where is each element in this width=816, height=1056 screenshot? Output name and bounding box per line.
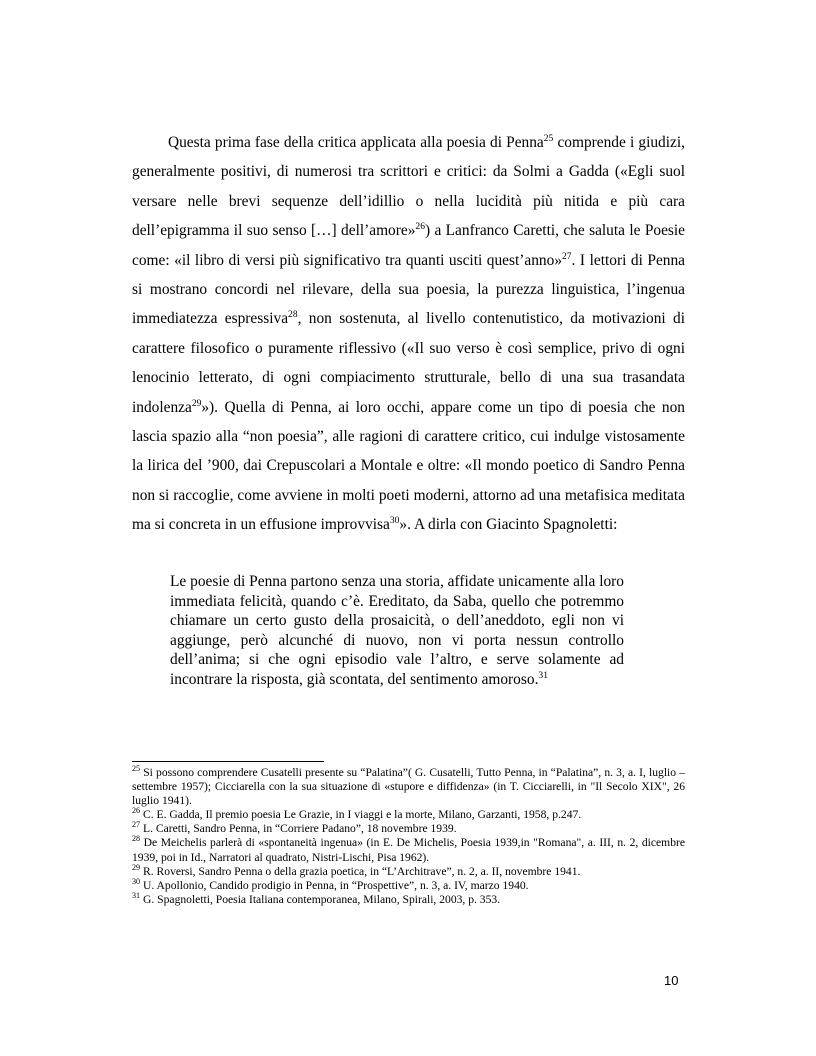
- footnote-ref: 25: [543, 132, 554, 144]
- footnote-text: Si possono comprendere Cusatelli presente su “Palatina”( G. Cusatelli, Tutto Penna, in “Palatina”, n. 3, a. I, luglio – settembre 1957); Cicciarella con la sua situazione di «stupore e diffidenza» (in T. Cicciarelli, in "Il Secolo XIX", 26 luglio 1941).: [132, 766, 685, 808]
- paragraph-segment: . I lettori di Penna si mostrano concordi nel rilevare, della sua poesia, la purezza linguistica, l’ingenua immediatezza espressiva: [132, 251, 685, 328]
- quote-text: Le poesie di Penna partono senza una storia, affidate unicamente alla loro immediata felicità, quando c’è. Ereditato, da Saba, quello che potremmo chiamare un certo gusto della prosaicità, o dell’aneddoto, egli non vi aggiunge, però alcunché di nuovo, non vi porta nessun controllo dell’anima; si che ogni episodio vale l’altro, e serve solamente ad incontrare la risposta, già scontata, del sentimento amoroso.: [170, 573, 624, 688]
- footnote-text: R. Roversi, Sandro Penna o della grazia poetica, in “L’Architrave”, n. 2, a. II, novembre 1941.: [140, 864, 581, 878]
- footnote-text: De Meichelis parlerà di «spontaneità ingenua» (in E. De Michelis, Poesia 1939,in "Romana", a. III, n. 2, dicembre 1939, poi in Id., Narratori al quadrato, Nistri-Lischi, Pisa 1962).: [132, 836, 685, 864]
- footnote-number: 31: [132, 890, 141, 900]
- footnote-number: 30: [132, 876, 141, 886]
- footnote-ref: 31: [538, 669, 548, 681]
- footnote-number: 26: [132, 806, 141, 816]
- footnote-number: 28: [132, 834, 141, 844]
- footnote-text: C. E. Gadda, Il premio poesia Le Grazie, in I viaggi e la morte, Milano, Garzanti, 1958, p.247.: [140, 808, 582, 822]
- paragraph-segment: »). Quella di Penna, ai loro occhi, appare come un tipo di poesia che non lascia spazio alla “non poesia”, alle ragioni di carattere critico, cui indulge vistosamente la lirica del ’900, dai Crepuscolari a Montale e oltre: «Il mondo poetico di Sandro Penna non si raccoglie, come avviene in molti poeti moderni, attorno ad una metafisica meditata ma si concreta in un effusione improvvisa: [132, 398, 685, 534]
- footnote-ref: 26: [415, 221, 425, 233]
- footnote-number: 27: [132, 820, 141, 830]
- footnote-text: L. Caretti, Sandro Penna, in “Corriere Padano”, 18 novembre 1939.: [140, 822, 457, 836]
- footnote-ref: 29: [191, 397, 202, 409]
- footnote-item: [132, 836, 685, 864]
- footnote-item: [132, 890, 685, 907]
- footnote-ref: 30: [389, 515, 400, 527]
- paragraph-segment: ) a Lanfranco Caretti, che saluta le Poesie come: «il libro di versi più significativo tra quanti usciti quest’anno»: [132, 222, 686, 269]
- footnote-ref: 27: [562, 250, 572, 262]
- footnotes-list: [132, 766, 685, 907]
- footnote-item: [132, 808, 685, 822]
- footnote-item: [132, 822, 685, 836]
- paragraph-segment: comprende i giudizi, generalmente positivi, di numerosi tra scrittori e critici: da Solmi a Gadda («Egli suol versare nelle brevi sequenze dell’idillio o nella lucidità più nitida e più cara dell’epigramma il suo senso […] dell’amore»: [132, 134, 685, 240]
- paragraph-segment: Questa prima fase della critica applicata alla poesia di Penna: [168, 134, 544, 151]
- footnote-number: 29: [132, 862, 141, 872]
- footnote-number: 25: [132, 764, 141, 774]
- footnote-item: [132, 876, 685, 893]
- footnote-ref: 28: [288, 309, 298, 321]
- footnote-text: U. Apollonio, Candido prodigio in Penna, in “Prospettive”, n. 3, a. IV, marzo 1940.: [140, 878, 529, 892]
- paragraph-segment: ». A dirla con Giacinto Spagnoletti:: [399, 516, 618, 534]
- paragraph-segment: , non sostenuta, al livello contenutistico, da motivazioni di carattere filosofico o puramente riflessivo («Il suo verso è così semplice, privo di ogni lenocinio letterato, di ogni compiacimento strutturale, bello di una sua trasandata indolenza: [132, 310, 685, 416]
- footnote-text: G. Spagnoletti, Poesia Italiana contemporanea, Milano, Spirali, 2003, p. 353.: [140, 892, 501, 906]
- footnote-separator: [132, 761, 324, 762]
- page-number: 10: [664, 973, 679, 988]
- footnote-item: [132, 862, 685, 879]
- block-quote: [170, 572, 624, 690]
- main-paragraph: [132, 128, 685, 540]
- footnote-item: [132, 766, 685, 808]
